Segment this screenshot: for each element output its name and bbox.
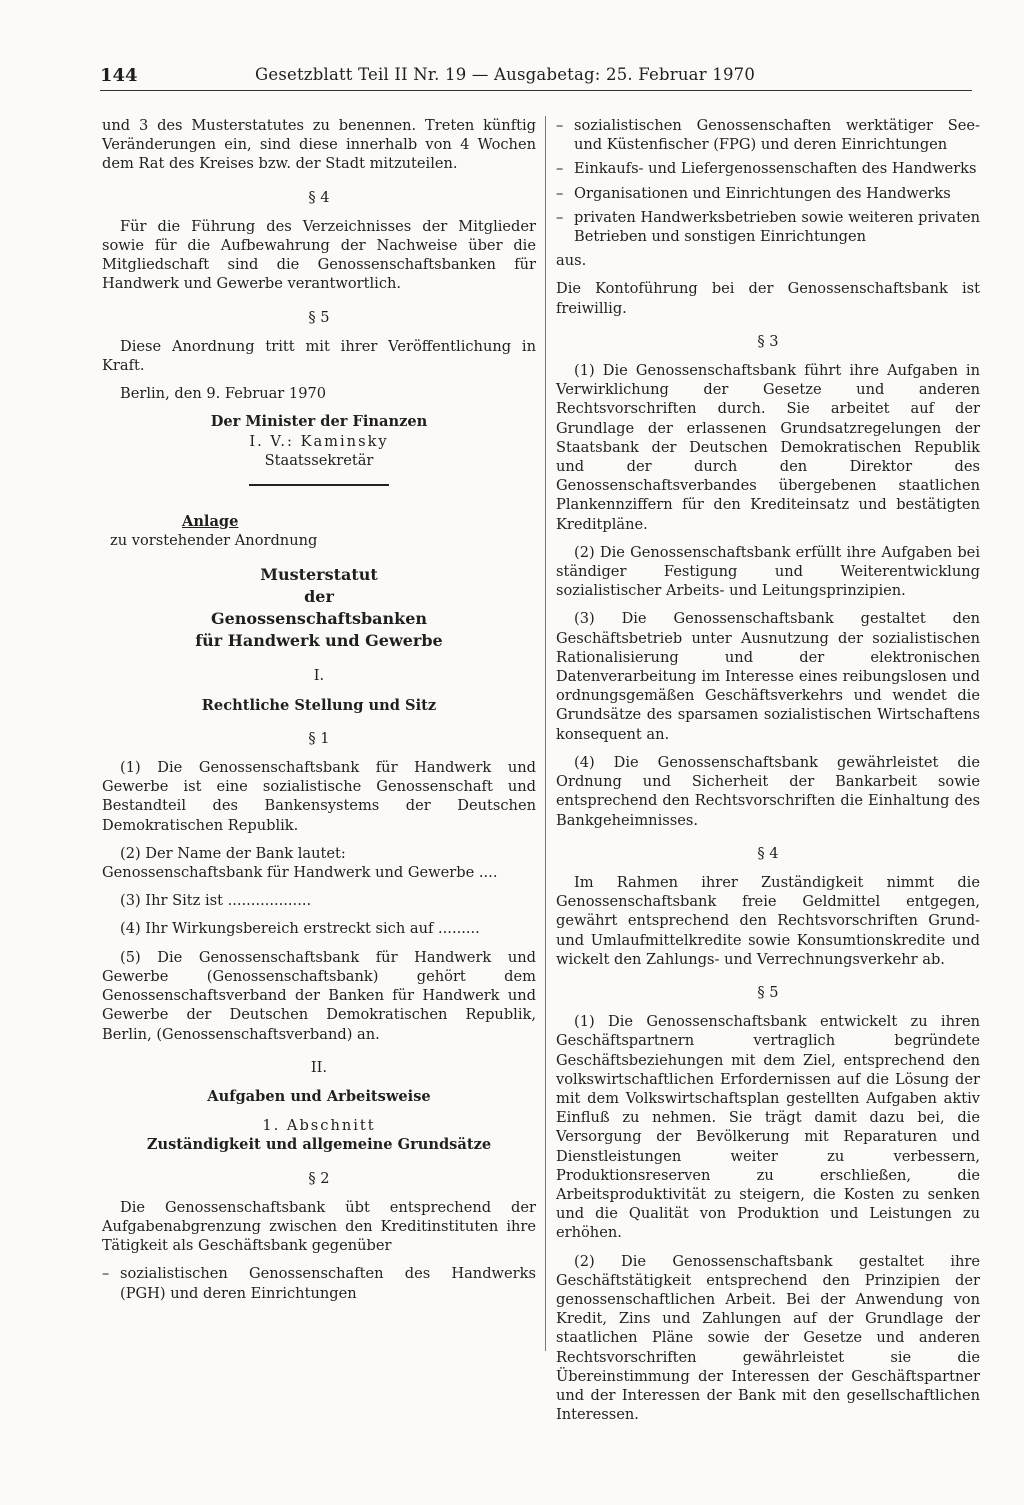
list-item-text: Organisationen und Einrichtungen des Handwerks bbox=[574, 184, 951, 202]
annex-label: Anlage bbox=[182, 513, 239, 531]
section-heading: § 5 bbox=[308, 308, 330, 326]
paragraph: (1) Die Genossenschaftsbank für Handwerk und Gewerbe ist eine sozialistische Genossenschaft und Bestandteil des Bankensystems der Deutschen Demokratischen Republik. bbox=[102, 759, 536, 834]
dash-bullet: – bbox=[556, 184, 564, 202]
dash-bullet: – bbox=[556, 160, 564, 178]
paragraph: (3) Die Genossenschaftsbank gestaltet den Geschäftsbetrieb unter Ausnutzung der sozialistischen Rationalisierung und der elektronischen Datenverarbeitung im Interesse eines reibungslosen und ordnungsgemäßen Geschäftsverkehrs und wendet die Grundsätze des sparsamen sozialistischen Wirtschaftens konsequent an. bbox=[556, 610, 980, 743]
column-divider bbox=[545, 116, 546, 1351]
signatory-title: Der Minister der Finanzen bbox=[210, 413, 428, 431]
page-number: 144 bbox=[100, 65, 138, 86]
list-item-text: Einkaufs- und Liefergenossenschaften des Handwerks bbox=[574, 160, 977, 178]
paragraph: (4) Die Genossenschaftsbank gewährleistet die Ordnung und Sicherheit der Bankarbeit sowie entsprechend den Rechtsvorschriften die Einhaltung des Bankgeheimnisses. bbox=[556, 753, 980, 829]
section-heading: § 4 bbox=[308, 188, 330, 206]
statute-title-line: für Handwerk und Gewerbe bbox=[195, 631, 443, 651]
left-column bbox=[102, 116, 536, 1308]
dash-bullet: – bbox=[556, 117, 564, 134]
list-item-text: sozialistischen Genossenschaften werktätiger See- und Küstenfischer (FPG) und deren Einrichtungen bbox=[574, 117, 980, 154]
section-heading: § 1 bbox=[308, 729, 330, 747]
statute-title-line: Genossenschaftsbanken bbox=[210, 609, 428, 629]
paragraph: (4) Ihr Wirkungsbereich erstreckt sich auf ......... bbox=[120, 920, 480, 938]
paragraph: Genossenschaftsbank für Handwerk und Gewerbe .... bbox=[102, 864, 498, 882]
intro-paragraph: und 3 des Musterstatutes zu benennen. Treten künftig Veränderungen ein, sind diese innerhalb von 4 Wochen dem Rat des Kreises bzw. der Stadt mitzuteilen. bbox=[102, 117, 536, 173]
list-item bbox=[556, 159, 980, 178]
list-item-text: privaten Handwerksbetrieben sowie weiteren privaten Betrieben und sonstigen Einrichtungen bbox=[574, 208, 980, 246]
paragraph: (1) Die Genossenschaftsbank entwickelt zu ihren Geschäftspartnern vertraglich begründete Geschäftsbeziehungen mit dem Ziel, entsprechend den volkswirtschaftlichen Erfordernissen auf die Lösung der mit dem Volkswirtschaftsplan gestellten Aufgaben aktiv Einfluß zu nehmen. Sie trägt damit dazu bei, die Versorgung der Bevölkerung mit Reparaturen und Dienstleistungen weiter zu verbessern, Produktionsreserven zu erschließen, die Arbeitsproduktivität zu steigern, die Kosten zu senken und die Qualität von Produktion und Leistungen zu erhöhen. bbox=[556, 1013, 980, 1242]
section-heading: § 4 bbox=[757, 844, 779, 862]
list-item bbox=[102, 1264, 536, 1302]
list-item bbox=[556, 184, 980, 203]
dash-bullet: – bbox=[102, 1265, 110, 1283]
part-number: II. bbox=[310, 1058, 328, 1076]
statute-title-line: der bbox=[304, 587, 334, 607]
paragraph: (1) Die Genossenschaftsbank führt ihre Aufgaben in Verwirklichung der Gesetze und anderen Rechtsvorschriften durch. Sie arbeitet auf der Grundlage der erlassenen Grundsatzregelungen der Staatsbank der Deutschen Demokratischen Republik und der durch den Direktor des Genossenschaftsverbandes übergebenen staatlichen Plankennziffern für den Krediteinsatz und bestätigten Kreditpläne. bbox=[556, 362, 980, 533]
statute-title-line: Musterstatut bbox=[260, 565, 378, 585]
list-item bbox=[556, 116, 980, 154]
list-item bbox=[556, 208, 980, 246]
paragraph: aus. bbox=[556, 252, 587, 270]
paragraph: (2) Die Genossenschaftsbank erfüllt ihre Aufgaben bei ständiger Festigung und Weiterentwicklung sozialistischer Arbeits- und Leitungsprinzipien. bbox=[556, 543, 980, 600]
list-item-text: sozialistischen Genossenschaften des Handwerks (PGH) und deren Einrichtungen bbox=[120, 1265, 536, 1302]
section-heading: § 5 bbox=[757, 983, 779, 1001]
part-title: Rechtliche Stellung und Sitz bbox=[201, 696, 437, 714]
paragraph: (2) Der Name der Bank lautet: bbox=[120, 844, 346, 862]
part-number: I. bbox=[313, 667, 325, 685]
chapter-title: Zuständigkeit und allgemeine Grundsätze bbox=[146, 1136, 492, 1154]
place-date: Berlin, den 9. Februar 1970 bbox=[120, 385, 327, 403]
horizontal-rule bbox=[249, 484, 389, 486]
part-title: Aufgaben und Arbeitsweise bbox=[207, 1087, 431, 1105]
paragraph: (3) Ihr Sitz ist .................. bbox=[120, 892, 312, 910]
paragraph: Im Rahmen ihrer Zuständigkeit nimmt die Genossenschaftsbank freie Geldmittel entgegen, gewährt entsprechend den Rechtsvorschriften Grund- und Umlaufmittelkredite sowie Konsumtionskredite und wickelt den Zahlungs- und Verrechnungsverkehr ab. bbox=[556, 873, 980, 968]
paragraph: Für die Führung des Verzeichnisses der Mitglieder sowie für die Aufbewahrung der Nachweise über die Mitgliedschaft sind die Genossenschaftsbanken für Handwerk und Gewerbe verantwortlich. bbox=[102, 217, 536, 293]
annex-subtitle: zu vorstehender Anordnung bbox=[110, 532, 318, 550]
paragraph: Diese Anordnung tritt mit ihrer Veröffentlichung in Kraft. bbox=[102, 337, 536, 375]
chapter-label: 1. Abschnitt bbox=[262, 1117, 376, 1135]
paragraph: (5) Die Genossenschaftsbank für Handwerk und Gewerbe (Genossenschaftsbank) gehört dem Genossenschaftsverband der Banken für Handwerk und Gewerbe der Deutschen Demokratischen Republik, Berlin, (Genossenschaftsverband) an. bbox=[102, 948, 536, 1043]
page-header bbox=[100, 56, 972, 91]
dash-bullet: – bbox=[556, 208, 564, 226]
paragraph: Die Kontoführung bei der Genossenschaftsbank ist freiwillig. bbox=[556, 280, 980, 317]
section-heading: § 3 bbox=[757, 332, 779, 350]
paragraph: Die Genossenschaftsbank übt entsprechend der Aufgabenabgrenzung zwischen den Kreditinstituten ihre Tätigkeit als Geschäftsbank gegenüber bbox=[102, 1198, 536, 1255]
right-column bbox=[556, 116, 980, 1433]
paragraph: (2) Die Genossenschaftsbank gestaltet ihre Geschäftstätigkeit entsprechend den Prinzipien der genossenschaftlichen Arbeit. Bei der Anwendung von Kredit, Zins und Zahlungen auf der Grundlage der staatlichen Pläne sowie der Gesetze und anderen Rechtsvorschriften gewährleistet sie die Übereinstimmung der Interessen der Geschäftspartner und der Interessen der Bank mit den gesellschaftlichen Interessen. bbox=[556, 1252, 980, 1424]
signatory-role: Staatssekretär bbox=[264, 451, 374, 469]
header-title: Gesetzblatt Teil II Nr. 19 — Ausgabetag: 25. Februar 1970 bbox=[255, 65, 756, 84]
section-heading: § 2 bbox=[308, 1169, 330, 1187]
signatory-name: I. V.: Kaminsky bbox=[249, 432, 389, 450]
